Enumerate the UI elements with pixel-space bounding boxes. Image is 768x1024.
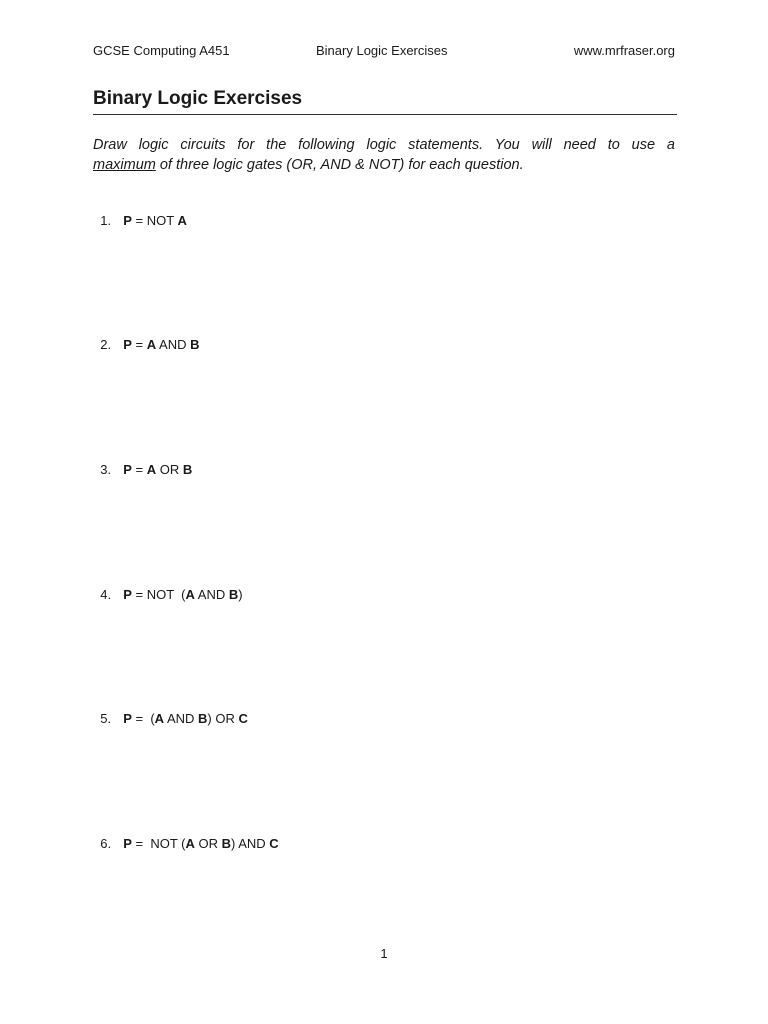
header-website: www.mrfraser.org [573,43,675,58]
question-number: 5. [100,711,112,726]
question-number: 1. [100,213,112,228]
expression-operator: ) [238,587,243,602]
expression-variable: B [190,337,200,352]
expression-operator: = NOT [131,213,178,228]
question-expression [123,462,192,477]
expression-variable: B [221,836,231,851]
expression-variable: A [146,337,157,352]
question-expression [123,836,278,851]
expression-variable: A [154,711,165,726]
instructions-line-1: Draw logic circuits for the following logic statements. You will need to use a [93,137,675,153]
expression-variable: A [177,213,187,228]
expression-operator: ) AND [231,836,270,851]
expression-variable: B [198,711,208,726]
question-3 [93,443,193,477]
question-number: 3. [100,462,112,477]
expression-operator: = NOT ( [131,836,186,851]
expression-operator: = [131,462,147,477]
question-5 [93,692,248,726]
page-number: 1 [380,946,388,961]
question-4 [93,568,243,602]
expression-operator: OR [194,836,222,851]
expression-operator: AND [164,711,199,726]
question-6 [93,817,279,851]
instructions [93,135,675,175]
question-number: 2. [100,337,112,352]
expression-variable: P [123,711,132,726]
expression-operator: AND [194,587,229,602]
question-2 [93,318,200,352]
expression-variable: A [185,836,195,851]
expression-variable: B [182,462,193,477]
question-expression [123,337,199,352]
expression-variable: A [146,462,157,477]
header-course: GCSE Computing A451 [93,43,230,58]
question-expression [123,711,248,726]
instructions-line-2: of three logic gates (OR, AND & NOT) for each question. [155,157,524,173]
expression-operator: ) OR [207,711,239,726]
expression-operator: = NOT ( [131,587,186,602]
question-number: 4. [100,587,112,602]
expression-operator: = [131,337,147,352]
question-expression [123,213,187,228]
expression-variable: A [185,587,195,602]
question-1 [93,194,187,228]
page-title: Binary Logic Exercises [93,88,303,109]
header-title: Binary Logic Exercises [316,43,448,58]
expression-operator: AND [156,337,191,352]
expression-variable: P [123,836,132,851]
expression-variable: P [123,587,132,602]
page-header [93,43,675,61]
title-underline-divider [93,114,677,115]
instructions-emphasis: maximum [93,157,156,173]
expression-variable: P [123,337,132,352]
question-expression [123,587,242,602]
expression-variable: P [123,462,132,477]
question-number: 6. [100,836,112,851]
expression-variable: B [228,587,239,602]
expression-variable: C [238,711,248,726]
expression-variable: C [269,836,279,851]
expression-operator: = ( [131,711,155,726]
expression-variable: P [123,213,132,228]
expression-operator: OR [156,462,183,477]
